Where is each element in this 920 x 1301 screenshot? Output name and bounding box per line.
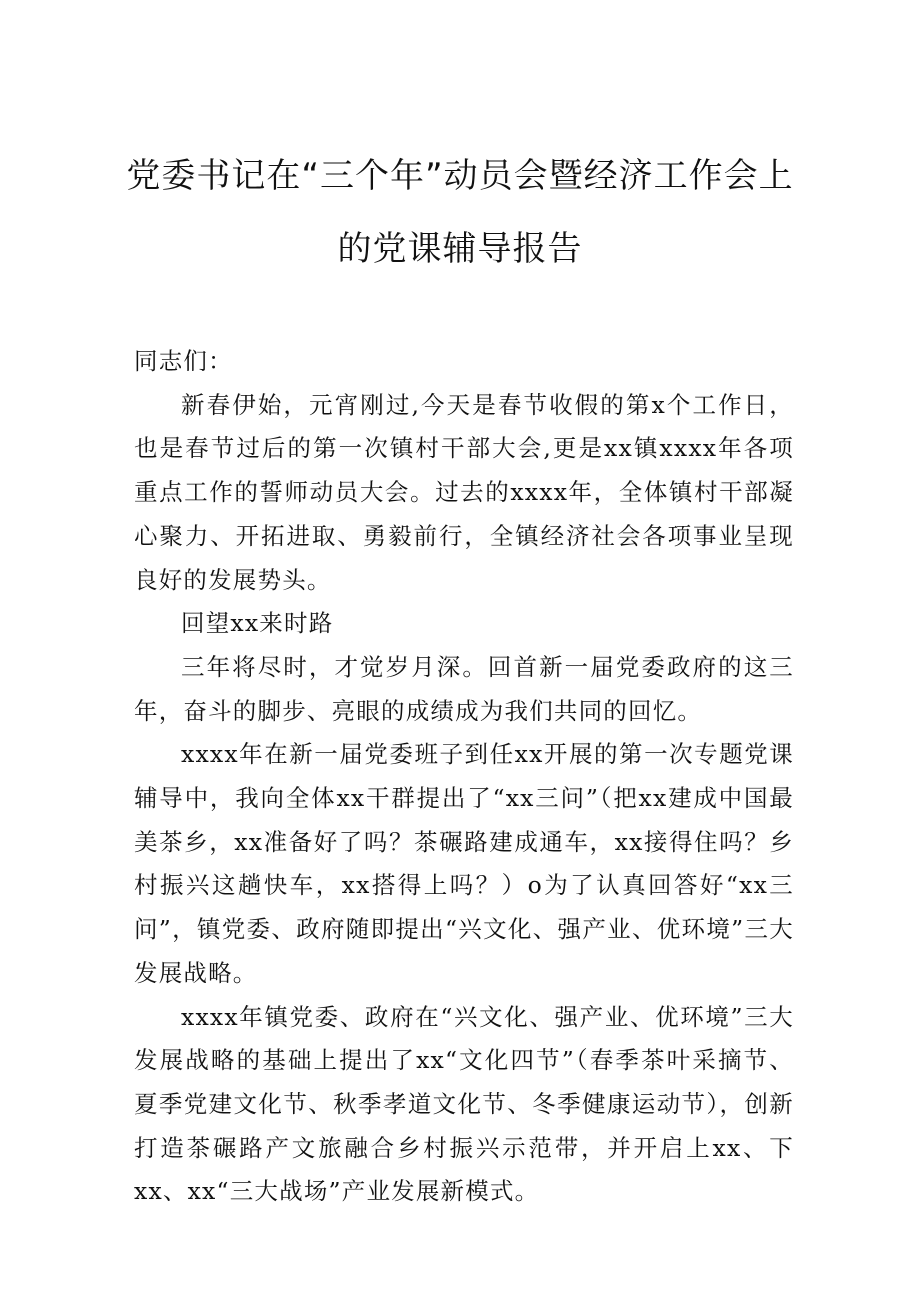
- salutation: 同志们：: [134, 347, 233, 375]
- paragraph-review: 三年将尽时，才觉岁月深。回首新一届党委政府的这三年，奋斗的脚步、亮眼的成绩成为我们共同的回忆。: [134, 652, 794, 725]
- document-title-line-2: 的党课辅导报告: [337, 229, 583, 269]
- paragraph-opening: 新春伊始，元宵刚过,今天是春节收假的第x个工作日，也是春节过后的第一次镇村干部大会,更是xx镇xxxx年各项重点工作的誓师动员大会。过去的xxxx年，全体镇村干部凝心聚力、开拓进取、勇毅前行，全镇经济社会各项事业呈现良好的发展势头。: [134, 390, 794, 594]
- paragraph-three-questions: xxxx年在新一届党委班子到任xx开展的第一次专题党课辅导中，我向全体xx干群提出了“xx三问”（把xx建成中国最美茶乡，xx准备好了吗？茶碾路建成通车，xx接得住吗？乡村振兴这趟快车，xx搭得上吗？）o为了认真回答好“xx三问”，镇党委、政府随即提出“兴文化、强产业、优环境”三大发展战略。: [134, 740, 794, 987]
- document-body: [134, 340, 794, 1214]
- paragraph-four-festivals: xxxx年镇党委、政府在“兴文化、强产业、优环境”三大发展战略的基础上提出了xx“文化四节”（春季茶叶采摘节、夏季党建文化节、秋季孝道文化节、冬季健康运动节），创新打造茶碾路产文旅融合乡村振兴示范带，并开启上xx、下xx、xx“三大战场”产业发展新模式。: [134, 1002, 794, 1206]
- section-heading: 回望xx来时路: [181, 609, 334, 638]
- document-title-line-1: 党委书记在“三个年”动员会暨经济工作会上: [126, 156, 794, 196]
